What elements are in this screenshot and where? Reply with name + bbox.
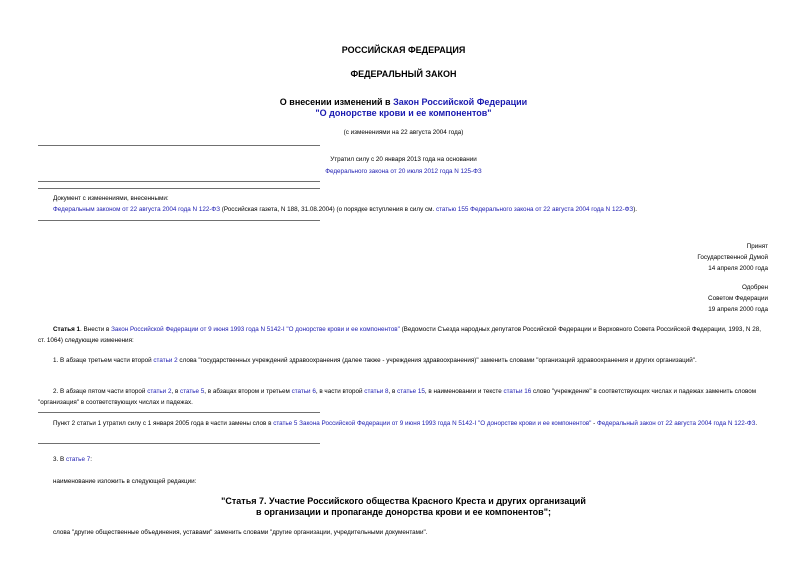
item-3-text: : bbox=[90, 456, 92, 463]
adopted-date: 14 апреля 2000 года bbox=[708, 265, 768, 272]
amendment-article-link[interactable]: статью 155 Федерального закона от 22 августа 2004 года N 122-ФЗ bbox=[435, 206, 634, 213]
item-2-article-15-link[interactable]: статье 15 bbox=[397, 388, 425, 395]
item-2-note-law-link[interactable]: Федеральный закон от 22 августа 2004 года N 122-ФЗ bbox=[597, 420, 756, 427]
adopted-body: Государственной Думой bbox=[697, 254, 768, 261]
article-1-law-link[interactable]: Закон Российской Федерации от 9 июня 1993 года N 5142-I "О донорстве крови и ее компонентов" bbox=[111, 326, 400, 333]
title-law-link[interactable]: Закон Российской Федерации bbox=[393, 97, 528, 107]
item-2-note-text: . bbox=[755, 420, 758, 427]
item-2-article-8-link[interactable]: статьи 8 bbox=[364, 388, 389, 395]
amendments-line bbox=[53, 206, 637, 213]
country-heading: РОССИЙСКАЯ ФЕДЕРАЦИЯ bbox=[341, 45, 466, 55]
item-2-paragraph bbox=[38, 386, 768, 408]
approved-date: 19 апреля 2000 года bbox=[708, 306, 768, 313]
article-1-paragraph bbox=[38, 324, 768, 346]
title-prefix: О внесении изменений в bbox=[279, 97, 394, 107]
amendment-close: ). bbox=[633, 206, 638, 213]
quoted-article-title-line-1: "Статья 7. Участие Российского общества Красного Креста и других организаций bbox=[221, 496, 586, 506]
item-3-words-replacement: слова "другие общественные объединения, уставами" заменить словами "другие организации, учредительными документами". bbox=[53, 529, 428, 536]
item-3-instruction: наименование изложить в следующей редакции: bbox=[53, 478, 197, 485]
item-3-heading bbox=[53, 456, 92, 463]
document-type-heading: ФЕДЕРАЛЬНЫЙ ЗАКОН bbox=[350, 69, 457, 79]
item-1-article-link[interactable]: статьи 2 bbox=[153, 357, 178, 364]
item-2-article-2-link[interactable]: статьи 2 bbox=[147, 388, 172, 395]
item-1-text: 1. В абзаце третьем части второй bbox=[53, 357, 154, 364]
amendment-source: (Российская газета, N 188, 31.08.2004) (о порядке вступления в силу см. bbox=[220, 206, 436, 213]
divider bbox=[38, 188, 320, 189]
item-3-article-7-link[interactable]: статье 7 bbox=[65, 456, 91, 463]
item-2-text: 2. В абзаце пятом части второй bbox=[53, 388, 148, 395]
item-1-paragraph bbox=[38, 355, 768, 366]
lost-force-link[interactable]: Федерального закона от 20 июля 2012 года N 125-ФЗ bbox=[325, 168, 482, 175]
amended-note: (с изменениями на 22 августа 2004 года) bbox=[343, 129, 464, 136]
item-3-text: 3. В bbox=[53, 456, 66, 463]
lost-force-note: Утратил силу с 20 января 2013 года на основании bbox=[330, 156, 477, 163]
item-2-text: , в bbox=[171, 388, 181, 395]
approved-body: Советом Федерации bbox=[708, 295, 768, 302]
divider bbox=[38, 412, 320, 413]
adopted-label: Принят bbox=[746, 243, 768, 250]
item-2-text: слово "учреждение" в соответствующих числах и падежах заменить словом "организация" в соответствующих числах и падежах. bbox=[38, 388, 757, 406]
divider bbox=[38, 443, 320, 444]
item-2-note-text: Пункт 2 статьи 1 утратил силу с 1 января 2005 года в части замены слов в bbox=[53, 420, 274, 427]
approved-label: Одобрен bbox=[741, 284, 768, 291]
item-2-note-article-link[interactable]: статье 5 Закона Российской Федерации от 9 июня 1993 года N 5142-I "О донорстве крови и ее компонентов" bbox=[273, 420, 592, 427]
item-2-article-5-link[interactable]: статье 5 bbox=[180, 388, 205, 395]
article-1-text: (Ведомости Съезда народных депутатов Российской Федерации и Верховного Совета Российской Федерации, 1993, N 28, ст. 1064) следующие изменения: bbox=[38, 326, 761, 344]
item-2-note-text: - bbox=[591, 420, 598, 427]
document-title bbox=[0, 97, 807, 107]
quoted-article-title-line-2: в организации и пропаганде донорства крови и ее компонентов"; bbox=[256, 507, 551, 517]
item-2-text: , в наименовании и тексте bbox=[424, 388, 504, 395]
article-1-text: . Внести в bbox=[80, 326, 112, 333]
item-2-text: , в абзацах втором и третьем bbox=[204, 388, 292, 395]
item-2-article-16-link[interactable]: статьи 16 bbox=[503, 388, 532, 395]
item-1-text: слова "государственных учреждений здравоохранения (далее также - учреждения здравоохранения)" заменить словами "организаций здравоохранения и других организаций". bbox=[177, 357, 697, 364]
divider bbox=[38, 181, 320, 182]
title-law-name-link[interactable]: "О донорстве крови и ее компонентов" bbox=[315, 108, 492, 118]
divider bbox=[38, 220, 320, 221]
amendment-law-link[interactable]: Федеральным законом от 22 августа 2004 года N 122-ФЗ bbox=[53, 206, 221, 213]
item-2-note-paragraph bbox=[38, 418, 768, 429]
item-2-text: , в bbox=[388, 388, 398, 395]
item-2-text: , в части второй bbox=[315, 388, 365, 395]
item-2-article-6-link[interactable]: статьи 6 bbox=[291, 388, 316, 395]
amendments-intro: Документ с изменениями, внесенными: bbox=[53, 195, 169, 202]
article-1-label: Статья 1 bbox=[53, 326, 81, 333]
divider bbox=[38, 145, 320, 146]
